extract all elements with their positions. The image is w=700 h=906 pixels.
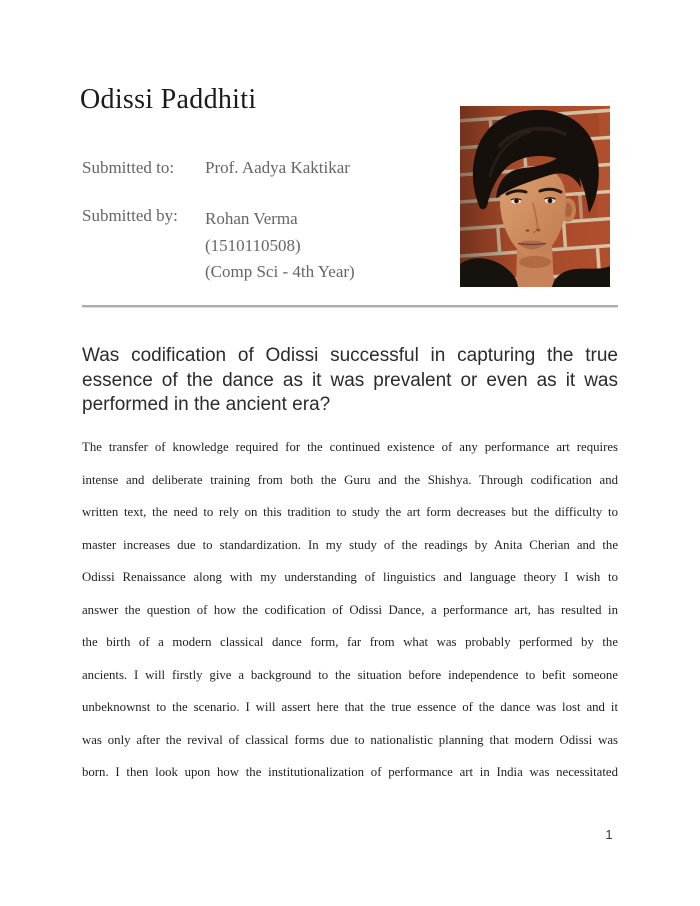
question-heading-line: performed in the ancient era? <box>82 394 331 415</box>
body-paragraph <box>82 431 618 789</box>
question-heading-line: Was codification of Odissi successful in capturing the true <box>82 345 618 366</box>
body-line: the birth of a modern classical dance form, far from what was probably performed by the <box>82 635 618 649</box>
question-heading-line: essence of the dance as it was prevalent or even as it was <box>82 369 618 391</box>
page-number: 1 <box>605 827 613 842</box>
question-heading <box>82 344 618 418</box>
body-line: answer the question of how the codification of Odissi Dance, a performance art, has resulted in <box>82 602 618 617</box>
submitted-to-value: Prof. Aadya Kaktikar <box>205 158 350 177</box>
submitted-by-course-year: (Comp Sci - 4th Year) <box>205 262 355 282</box>
body-line: written text, the need to rely on this tradition to study the art form decreases but the difficulty to <box>82 505 618 519</box>
submitted-to-label: Submitted to: <box>82 158 175 177</box>
body-line: born. I then look upon how the institutionalization of performance art in India was necessitated <box>82 765 618 779</box>
body-line: master increases due to standardization. In my study of the readings by Anita Cherian and the <box>82 537 618 552</box>
body-line: Odissi Renaissance along with my understanding of linguistics and language theory I wish to <box>82 570 618 584</box>
divider-rule <box>82 305 618 308</box>
submitted-by-roll-number: (1510110508) <box>205 235 301 255</box>
body-line: unbeknownst to the scenario. I will assert here that the true essence of the dance was lost and it <box>82 700 618 714</box>
body-line: The transfer of knowledge required for the continued existence of any performance art requires <box>82 440 618 454</box>
page-title: Odissi Paddhiti <box>80 84 257 115</box>
body-line: intense and deliberate training from both the Guru and the Shishya. Through codification and <box>82 472 618 487</box>
student-photo-illustration <box>460 106 610 287</box>
submitted-by-name: Rohan Verma <box>205 209 298 228</box>
body-line: was only after the revival of classical forms due to nationalistic planning that modern Odissi was <box>82 732 618 747</box>
student-photo <box>460 106 610 287</box>
submitted-by-details <box>205 206 355 286</box>
submitted-by-label: Submitted by: <box>82 206 178 225</box>
body-line: ancients. I will firstly give a background to the situation before independence to befit someone <box>82 667 618 682</box>
